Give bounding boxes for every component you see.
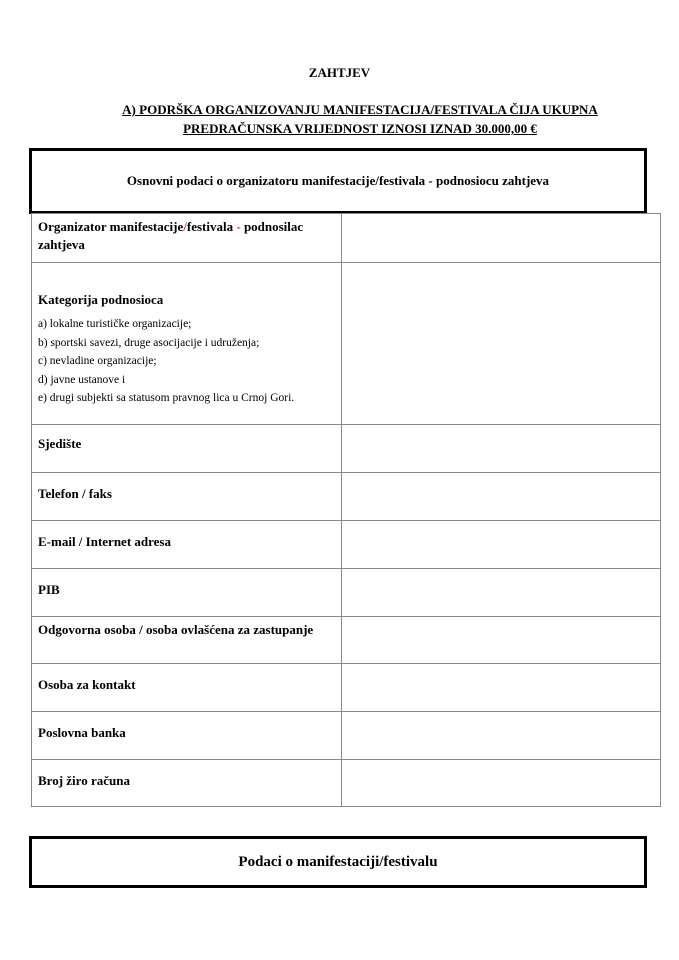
category-option-b: b) sportski savezi, druge asocijacije i udruženja; [38, 336, 260, 349]
responsible-label: Odgovorna osoba / osoba ovlašćena za zastupanje [38, 622, 314, 637]
pib-label: PIB [38, 582, 60, 597]
phone-label: Telefon / faks [38, 486, 112, 501]
subtitle-line-1: A) PODRŠKA ORGANIZOVANJU MANIFESTACIJA/FESTIVALA ČIJA UKUPNA [122, 102, 598, 117]
account-value-field[interactable] [342, 760, 661, 807]
contact-label-cell [32, 664, 342, 712]
section-heading-event [29, 836, 647, 888]
category-option-e: e) drugi subjekti sa statusom pravnog lica u Crnoj Gori. [38, 392, 295, 404]
contact-label: Osoba za kontakt [38, 677, 136, 692]
organizer-label-slash: / [183, 219, 187, 234]
organizer-label-cell [32, 214, 342, 263]
organizer-value-field[interactable] [342, 214, 661, 263]
organizer-label-part2: festivala [186, 219, 237, 234]
bank-value-field[interactable] [342, 712, 661, 760]
category-value-field[interactable] [342, 263, 661, 425]
document-subtitle [90, 100, 630, 138]
organizer-label-dash: - [236, 219, 241, 234]
table-row [32, 569, 661, 617]
organizer-form-table [31, 213, 661, 807]
seat-value-field[interactable] [342, 425, 661, 473]
table-row [32, 760, 661, 807]
pib-value-field[interactable] [342, 569, 661, 617]
contact-value-field[interactable] [342, 664, 661, 712]
seat-label-cell [32, 425, 342, 473]
account-label: Broj žiro računa [38, 773, 130, 788]
organizer-label-part1: Organizator manifestacije [38, 219, 184, 234]
bank-label-cell [32, 712, 342, 760]
phone-value-field[interactable] [342, 473, 661, 521]
subtitle-line-2: PREDRAČUNSKA VRIJEDNOST IZNOSI IZNAD 30.000,00 € [183, 121, 537, 136]
table-row [32, 473, 661, 521]
email-label: E-mail / Internet adresa [38, 534, 171, 549]
account-label-cell [32, 760, 342, 807]
table-row [32, 425, 661, 473]
section-heading-event-text: Podaci o manifestaciji/festivalu [238, 853, 438, 870]
category-option-a: a) lokalne turističke organizacije; [38, 318, 192, 330]
organizer-label [38, 218, 335, 254]
table-row [32, 214, 661, 263]
responsible-value-field[interactable] [342, 617, 661, 664]
bank-label: Poslovna banka [38, 725, 126, 740]
phone-label-cell [32, 473, 342, 521]
category-label: Kategorija podnosioca [38, 292, 164, 307]
section-heading-organizer [29, 148, 647, 214]
table-row [32, 617, 661, 664]
table-row [32, 263, 661, 425]
category-option-c: c) nevladine organizacije; [38, 355, 157, 367]
email-value-field[interactable] [342, 521, 661, 569]
responsible-label-cell [32, 617, 342, 664]
seat-label: Sjedište [38, 436, 82, 451]
category-label-cell [32, 263, 342, 425]
table-row [32, 664, 661, 712]
organizer-label-part3: podnosilac zahtjeva [38, 219, 304, 252]
category-options-list [38, 315, 335, 408]
section-heading-organizer-text: Osnovni podaci o organizatoru manifestacije/festivala - podnosiocu zahtjeva [126, 173, 550, 188]
email-label-cell [32, 521, 342, 569]
category-option-d: d) javne ustanove i [38, 373, 126, 386]
document-title: ZAHTJEV [308, 65, 371, 80]
table-row [32, 521, 661, 569]
pib-label-cell [32, 569, 342, 617]
table-row [32, 712, 661, 760]
